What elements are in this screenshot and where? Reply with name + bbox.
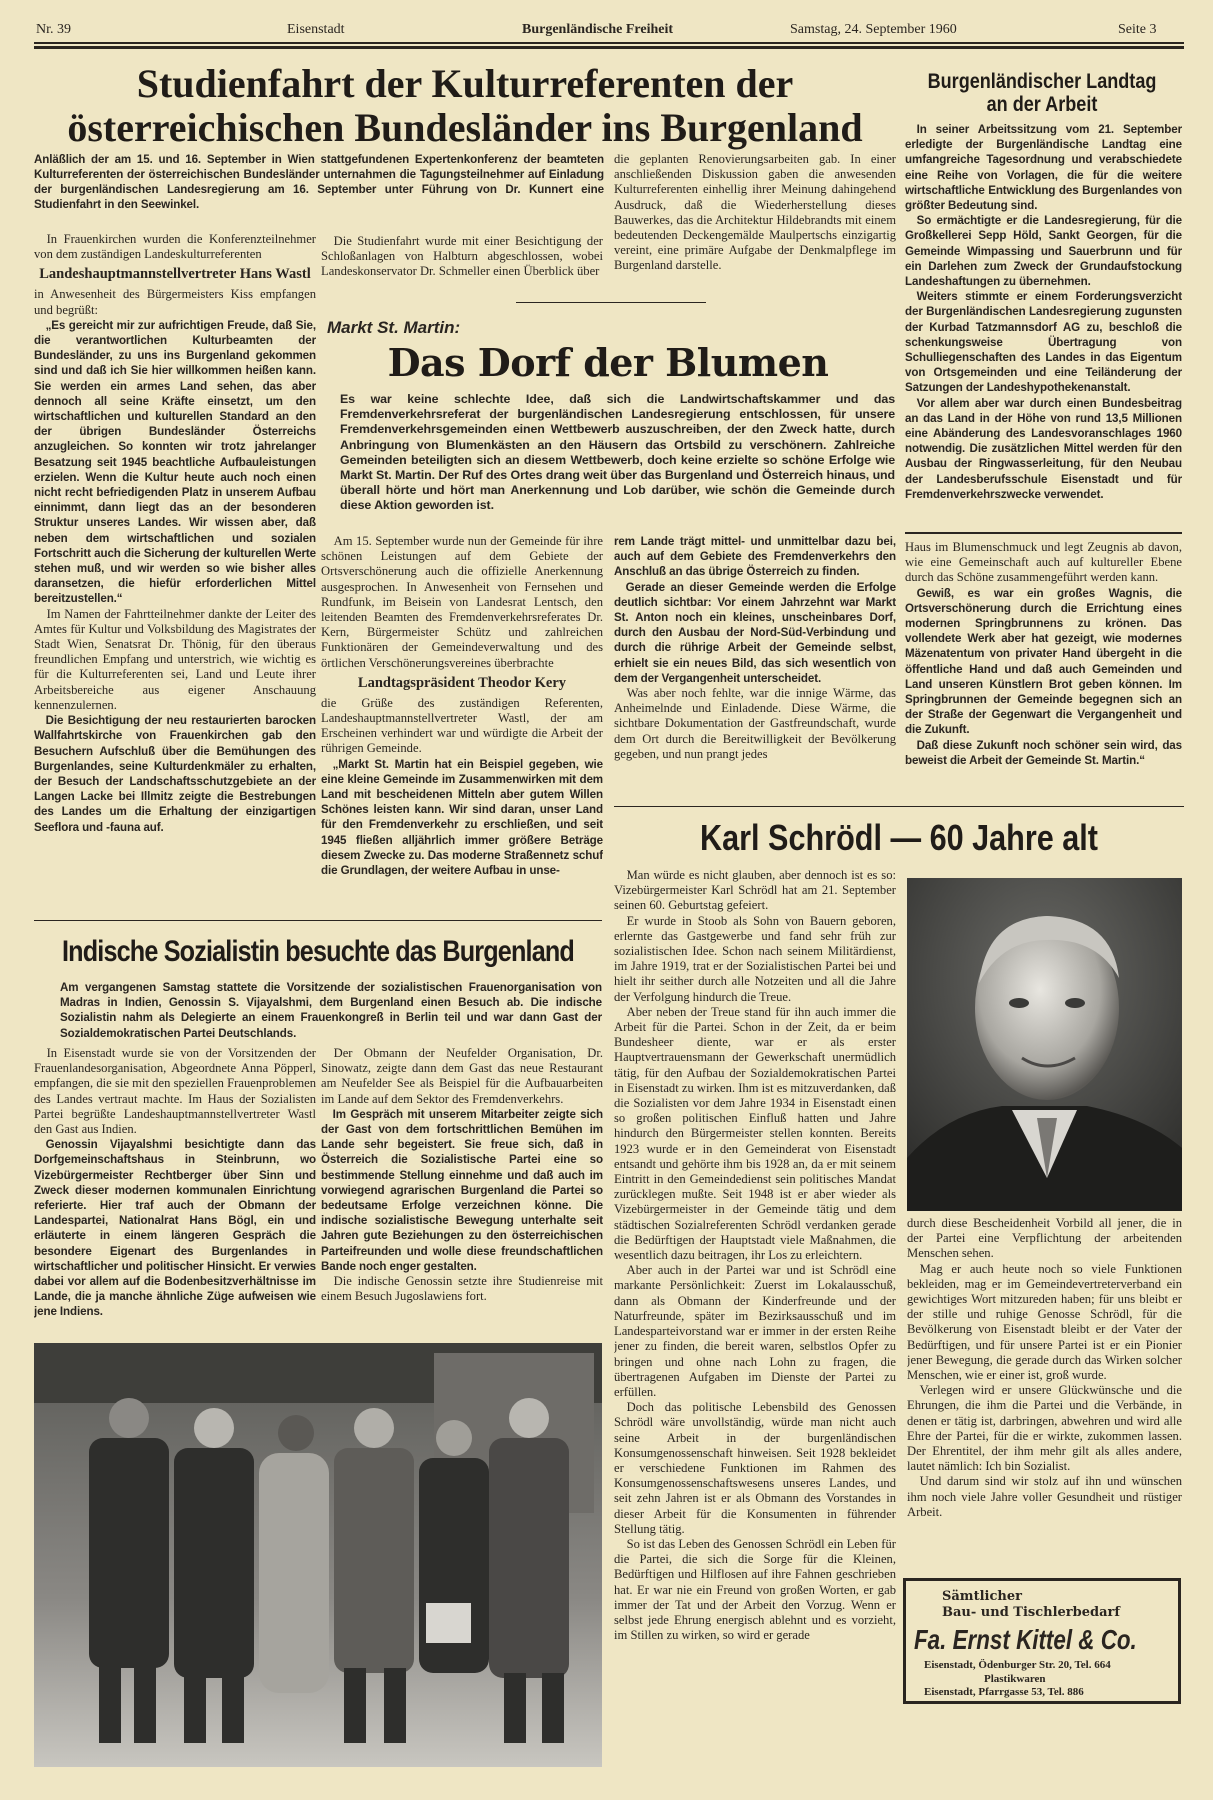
indien-headline-box bbox=[34, 930, 602, 974]
paragraph: Haus im Blumenschmuck und legt Zeugnis ab davon, wie eine Gemeinschaft auch auf kultureller Ebene durch das Schöne zusammengeführt werden kann. bbox=[905, 540, 1182, 585]
paragraph: Verlegen wird er unsere Glückwünsche und die Ehrungen, die ihm die Partei und die Verbände, in denen er tätig ist, darbringen, abwehren und wird alle Ehre der Partei, für die er wirkte, zukommen lassen. Der Ehrentitel, der ihm mehr gilt als alles andere, lautet nämlich: Ich bin Sozialist. bbox=[907, 1383, 1182, 1474]
paragraph: In Frauenkirchen wurden die Konferenzteilnehmer von dem zuständigen Landeskulturreferenten bbox=[34, 232, 316, 262]
group-photo-image bbox=[34, 1343, 602, 1767]
paragraph: Im Gespräch mit unserem Mitarbeiter zeigte sich der Gast von dem fortschrittlichen Bemühen im Lande sehr begeistert. Sie freue sich, daß in Österreich die Sozialistische Partei eine so bestimmende Stellung einnehme und daß auch im vorwiegend agrarischen Burgenland die Partei so bedeutsame Erfolge verzeichnen könne. Die indische sozialistische Bewegung unterhalte seit Jahren gute Beziehungen zu den österreichischen Parteifreunden und wolle diese freundschaftlichen Bande noch enger gestalten. bbox=[321, 1107, 603, 1273]
quote-paragraph: „Es gereicht mir zur aufrichtigen Freude, daß Sie, die verantwortlichen Kulturbeamten der Bundesländer, zu uns ins Burgenland gekommen sind und daß ich Sie hier willkommen heißen kann. Sie werden ein armes Land sehen, das aber dennoch all seine Kräfte einsetzt, um den wirtschaftlichen und kulturellen Standard an den der übrigen Bundesländer Österreichs anzugleichen. So konnten wir trotz jahrelanger Besatzung seit 1945 beachtliche Aufbauleistungen erzielen. Wenn die Kultur heute auch noch einen nicht recht befriedigenden Platz in unserem Aufbau einnimmt, dann liegt das an der besonderen Struktur unseres Landes. Wir wissen aber, daß neben dem wirtschaftlichen und sozialen Fortschritt auch die Sicherung der kulturellen Werte stehen muß, und wir werden so wie bisher alles daransetzen, die hiefür erforderlichen Mittel bereitzustellen.“ bbox=[34, 318, 316, 606]
ad-company-name: Fa. Ernst Kittel & Co. bbox=[914, 1624, 1137, 1655]
paragraph: Was aber noch fehlte, war die innige Wärme, das Anheimelnde und Einladende. Diese Wärme, die sichtbare Dokumentation der Gastfreundschaft, wurde dem Ort durch die Bereitwilligkeit der Bevölkerung gegeben, und nun prangt jedes bbox=[614, 686, 896, 761]
schroedl-portrait-photo bbox=[907, 878, 1182, 1211]
paragraph: So ermächtigte er die Landesregierung, für die Großkellerei Sepp Höld, Sankt Georgen, für die Gemeinde Wimpassing und Sauerbrunn und für ein Darlehen zum Zweck der Grundaufstockung Landeshaftungen zu übernehmen. bbox=[905, 214, 1182, 289]
paragraph: rem Lande trägt mittel- und unmittelbar dazu bei, auch auf dem Gebiete des Fremdenverkehrs den Anschluß an das übrige Österreich zu finden. bbox=[614, 535, 896, 579]
paragraph: Doch das politische Lebensbild des Genossen Schrödl wäre unvollständig, würde man nicht auch seine Arbeit in der burgenländischen Konsumgenossenschaft hinweisen. Seit 1928 bekleidet er verschiedene Funktionen im Rahmen des Konsumgenossenschaftswesens unseres Landes, und seit zehn Jahren ist er als Obmann des Vorstandes in dieser Arbeit für die Konsumenten in führender Stellung tätig. bbox=[614, 1400, 896, 1536]
blumen-column-2 bbox=[321, 534, 603, 914]
paragraph: In seiner Arbeitssitzung vom 21. September erledigte der Burgenländische Landtag eine umfangreiche Tagesordnung und verabschiedete eine Reihe von Vorlagen, die für die weitere wirtschaftliche Entwicklung des Burgenlandes von größter Bedeutung sind. bbox=[905, 123, 1182, 213]
ad-address: Eisenstadt, Pfarrgasse 53, Tel. 886 bbox=[924, 1686, 1084, 1698]
masthead-rule-2 bbox=[34, 46, 1184, 49]
landtag-headline bbox=[900, 70, 1184, 116]
headline-line-1: Studienfahrt der Kulturreferenten der bbox=[136, 61, 794, 106]
issue-date: Samstag, 24. September 1960 bbox=[790, 22, 957, 37]
quote-paragraph: „Markt St. Martin hat ein Beispiel gegeben, wie eine kleine Gemeinde im Zusammenwirken mit dem Land mit bescheidenen Mitteln aber gutem Willen Schönes leisten kann. Wir sind daran, unser Land für den Fremdenverkehr zu erschließen, und seit 1945 fließen alljährlich immer größere Beträge diesem Zwecke zu. Das moderne Straßennetz schuf die Grundlagen, der weitere Aufbau in unse- bbox=[321, 757, 603, 878]
paragraph: Die Besichtigung der neu restaurierten barocken Wallfahrtskirche von Frauenkirchen gab den Besuchern Aufschluß über die Bemühungen des Burgenlandes, seine Kulturdenkmäler zu erhalten, der Besuch der Landschaftsschutzgebiete an der Langen Lacke bei Illmitz zeigte die Bestrebungen des Landes um die Erhaltung der einzigartigen Seeflora und -fauna auf. bbox=[34, 714, 316, 834]
studienfahrt-column-3 bbox=[614, 152, 896, 290]
indien-column-2 bbox=[321, 1046, 603, 1334]
paragraph: Am 15. September wurde nun der Gemeinde für ihre schönen Leistungen auf dem Gebiete der Ortsverschönerung auch die offizielle Anerkennung ausgesprochen. In Anwesenheit von Fernsehen und Rundfunk, im Beisein von Landesrat Lentsch, den leitenden Beamten des Fremdenverkehrsreferates Dr. Kern, Bürgermeister Schütz und zahlreichen Funktionären der Gemeindeverwaltung und des örtlichen Verschönerungsvereines überbrachte bbox=[321, 534, 603, 670]
page-number: Seite 3 bbox=[1118, 22, 1157, 37]
subheading: Landeshauptmannstellvertreter Hans Wastl bbox=[39, 266, 311, 283]
paragraph: durch diese Bescheidenheit Vorbild all jener, die in der Partei eine Verpflichtung der arbeitenden Menschen sehen. bbox=[907, 1216, 1182, 1261]
kittel-advertisement bbox=[903, 1578, 1181, 1704]
indien-intro: Am vergangenen Samstag stattete die Vorsitzende der sozialistischen Frauenorganisation von Madras in Indien, Genossin S. Vijayalshmi, dem Burgenland einen Besuch ab. Die indische Sozialistin nahm als Delegierte an einem Frauenkongreß in Berlin teil und war dann Gast der Sozialdemokratischen Partei Deutschlands. bbox=[60, 981, 602, 1040]
paragraph: Im Namen der Fahrtteilnehmer dankte der Leiter des Amtes für Kultur und Volksbildung des Magistrates der Stadt Wien, Senatsrat Dr. Thönig, für den überaus freundlichen Empfang und unterstrich, wie wichtig es für die Kulturreferenten sei, Land und Leute ihrer Arbeitsbereiche aus eigener Anschauung kennenzulernen. bbox=[34, 606, 316, 712]
schroedl-column bbox=[614, 868, 896, 1712]
paragraph: Vor allem aber war durch einen Bundesbeitrag an das Land in der Höhe von rund 13,5 Millionen eine Abänderung des Landesvoranschlages 1960 notwendig. Die zusätzlichen Mittel werden für den Ausbau der Ringwasserleitung, für den Neubau der Landesberufsschule Eisenstadt und für Fremdenverkehrszwecke verwendet. bbox=[905, 396, 1182, 501]
paragraph: Genossin Vijayalshmi besichtigte dann das Dorfgemeinschaftshaus in Steinbrunn, wo Vizebürgermeister Rechtberger über Sinn und Zweck dieser modernen kommunalen Einrichtung referierte. Hier traf auch der Obmann der Landespartei, Nationalrat Hans Bögl, ein und erläuterte in einem längeren Gespräch die besondere Eigenart des Burgenlandes in wirtschaftlicher und politischer Hinsicht. Er verwies dabei vor allem auf die Bodenbesitzverhältnisse im Lande, die ja manche ähnliche Züge aufweisen wie jene Indiens. bbox=[34, 1138, 316, 1319]
issue-number: Nr. 39 bbox=[36, 22, 71, 37]
place: Eisenstadt bbox=[287, 22, 345, 37]
section-divider bbox=[614, 806, 1184, 807]
portrait-image bbox=[907, 878, 1182, 1211]
headline-line-2: österreichischen Bundesländer ins Burgenland bbox=[67, 105, 863, 150]
section-divider bbox=[516, 302, 706, 303]
paragraph: In Eisenstadt wurde sie von der Vorsitzenden der Frauenlandesorganisation, Abgeordnete Anna Pöpperl, empfangen, die sie mit den speziellen Frauenproblemen des Landes vertraut machte. Im Haus der Sozialisten Partei begrüßte Landeshauptmannstellvertreter Wastl den Gast aus Indien. bbox=[34, 1046, 316, 1137]
ad-address: Eisenstadt, Ödenburger Str. 20, Tel. 664 bbox=[924, 1659, 1111, 1671]
paragraph: Gerade an dieser Gemeinde werden die Erfolge deutlich sichtbar: Vor einem Jahrzehnt war Markt St. Anton noch ein kleines, unscheinbares Dorf, durch den Ausbau der Nord-Süd-Verbindung und durch die rührige Arbeit der Gemeinde selbst, erhielt sie ein neues Bild, das sich wesentlich von dem der Vergangenheit unterscheidet. bbox=[614, 580, 896, 685]
blumen-intro: Es war keine schlechte Idee, daß sich die Landwirtschaftskammer und das Fremdenverkehrsreferat der burgenländischen Landesregierung entschlossen, für unsere Fremdenverkehrsgemeinden einen Wettbewerb auszuschreiben, der den Zweck hatte, durch Anbringung von Blumenkästen an den Häusern das Ortsbild zu verschönern. Zahlreiche Gemeinden beteiligten sich an diesem Wettbewerb, doch keine erzielte so schöne Erfolge wie Markt St. Martin. Der Ruf des Ortes drang weit über das Burgenland und Österreich hinaus, und überall hörte und hört man Anerkennung und Lob darüber, wie schön die Gemeinde durch diese Aktion geworden ist. bbox=[340, 392, 895, 513]
paragraph: Man würde es nicht glauben, aber dennoch ist es so: Vizebürgermeister Karl Schrödl hat am 21. September seinen 60. Geburtstag gefeiert. bbox=[614, 868, 896, 913]
paper-name: Burgenländische Freiheit bbox=[522, 22, 674, 37]
studienfahrt-column-2 bbox=[321, 234, 603, 296]
ad-line: Bau- und Tischlerbedarf bbox=[942, 1605, 1120, 1620]
masthead-rule bbox=[34, 42, 1184, 44]
paragraph: Er wurde in Stoob als Sohn von Bauern geboren, erlernte das Gastgewerbe und fand sehr früh zur sozialistischen Idee. Schon nach seinem Militärdienst, im Jahre 1919, trat er der Sozialistischen Partei bei und hielt ihr seither durch alle Notzeiten und all die Jahre der Verfolgung hindurch die Treue. bbox=[614, 913, 896, 1004]
paragraph: Mag er auch heute noch so viele Funktionen bekleiden, mag er im Gemeindevertreterverband ein gewichtiges Wort mitzureden haben; für uns bleibt er der stille und ruhige Genosse Schrödl, für die Bevölkerung von Eisenstadt bleibt er der Vater der Bedürftigen, und für unsere Partei ist er ein Pionier jener Bewegung, die gerade durch das Wirken solcher Menschen, wie er einer ist, groß wurde. bbox=[907, 1261, 1182, 1383]
blumen-kicker: Markt St. Martin: bbox=[327, 318, 461, 337]
indien-headline: Indische Sozialistin besuchte das Burgenland bbox=[62, 935, 574, 968]
paragraph: Aber auch in der Partei war und ist Schrödl eine markante Persönlichkeit: Zuerst im Lokalausschuß, dann als Obmann der Kinderfreunde und der Naturfreunde, später im Bezirksausschuß und im Landesparteivorstand war er immer in der ersten Reihe jener zu finden, die bereit waren, selbstlos Opfer zu bringen und ohne nach Lohn zu fragen, die übertragenen Aufgaben im Dienste der Partei zu erfüllen. bbox=[614, 1263, 896, 1399]
schroedl-headline-box bbox=[614, 814, 1184, 862]
paragraph: Die Studienfahrt wurde mit einer Besichtigung der Schloßanlagen von Halbturn abgeschlossen, wobei Landeskonservator Dr. Schmeller einen Überblick über bbox=[321, 234, 603, 279]
paragraph: Gewiß, es war ein großes Wagnis, die Ortsverschönerung durch die Errichtung eines modernen Springbrunnens zu krönen. Das vollendete Werk aber hat gezeigt, wie modernes Mäzenatentum von privater Hand übergeht in die öffentliche Hand und daß auch Gemeinden und Land unseren Künstlern Brot geben können. Im Springbrunnen der Gemeinde begegnen sich an der Straße der Gegenwart die Vergangenheit und die Zukunft. bbox=[905, 586, 1182, 737]
blumen-column-3 bbox=[614, 534, 896, 800]
studienfahrt-intro: Anläßlich der am 15. und 16. September in Wien stattgefundenen Expertenkonferenz der beamteten Kulturreferenten der österreichischen Bundesländer unternahmen die Tagungsteilnehmer auf Einladung der burgenländischen Landesregierung am 16. September unter Führung von Dr. Kunnert eine Studienfahrt in den Seewinkel. bbox=[34, 153, 604, 211]
headline-line-1: Burgenländischer Landtag bbox=[927, 70, 1157, 93]
ad-category: Plastikwaren bbox=[984, 1673, 1046, 1685]
paragraph: Aber neben der Treue stand für ihn auch immer die Arbeit für die Partei. Schon in der Zeit, da er beim Bundesheer diente, war er als erster Hauptvertrauensmann der Gewerkschaft unermüdlich tätig, für den Aufbau der Sozialdemokratischen Partei in Eisenstadt zu wirken. Ihm ist es mitzuverdanken, daß die Sozialisten vor dem Jahre 1934 in Eisenstadt einen so großen politischen Einfluß hatten und Jahre hindurch den Bürgermeister stellen konnten. Bereits 1923 wurde er in den Gemeinderat von Eisenstadt entsandt und gehörte ihm bis 1928 an, da er mit seinem Eintritt in den Gemeindedienst sein politisches Mandat zurücklegen mußte. Seit 1948 ist er aber wieder als Vizebürgermeister in der Gemeinde tätig und dem städtischen Sozialreferenten Schrödl verdanken gerade die Bedürftigen der Hauptstadt viele Maßnahmen, die wesentlich dazu beitragen, ihr Los zu erleichtern. bbox=[614, 1004, 896, 1263]
paragraph: Und darum sind wir stolz auf ihn und wünschen ihm noch viele Jahre voller Gesundheit und rüstiger Arbeit. bbox=[907, 1474, 1182, 1519]
schroedl-headline: Karl Schrödl — 60 Jahre alt bbox=[700, 817, 1098, 858]
paragraph: Daß diese Zukunft noch schöner sein wird, das beweist die Arbeit der Gemeinde St. Martin.“ bbox=[905, 738, 1182, 767]
subheading: Landtagspräsident Theodor Kery bbox=[357, 674, 567, 691]
indien-column-1 bbox=[34, 1046, 316, 1334]
studienfahrt-headline bbox=[34, 62, 896, 150]
group-photo bbox=[34, 1343, 602, 1767]
section-divider bbox=[905, 532, 1182, 534]
studienfahrt-column-1 bbox=[34, 232, 316, 914]
blumen-headline: Das Dorf der Blumen bbox=[387, 340, 829, 385]
landtag-column bbox=[905, 122, 1182, 528]
schroedl-column-right bbox=[907, 1216, 1182, 1572]
paragraph: Der Obmann der Neufelder Organisation, Dr. Sinowatz, zeigte dann dem Gast das neue Restaurant am Neufelder See als Beispiel für die Aufbauarbeiten im Lande auf dem Sektor des Fremdenverkehrs. bbox=[321, 1046, 603, 1106]
paragraph: in Anwesenheit des Bürgermeisters Kiss empfangen und begrüßt: bbox=[34, 287, 316, 317]
headline-line-2: an der Arbeit bbox=[986, 93, 1098, 116]
paragraph: die Grüße des zuständigen Referenten, Landeshauptmannstellvertreter Wastl, der am Erscheinen verhindert war und würdigte die Arbeit der rührigen Gemeinde. bbox=[321, 695, 603, 756]
blumen-column-4 bbox=[905, 540, 1182, 798]
paragraph: Die indische Genossin setzte ihre Studienreise mit einem Besuch Jugoslawiens fort. bbox=[321, 1274, 603, 1304]
paragraph: Weiters stimmte er einem Forderungsverzicht der Burgenländischen Landesregierung zugunsten der Kurbad Tatzmannsdorf AG zu, beschloß die schenkungsweise Übertragung von Schulliegenschaften des Landes in das Eigentum von Ortsgemeinden und eine Teiländerung der Satzungen der Landeshypothekenanstalt. bbox=[905, 290, 1182, 395]
paragraph: So ist das Leben des Genossen Schrödl ein Leben für die Partei, die sich die Sorge für die Kleinen, Bedürftigen und Hilflosen auf ihre Fahnen geschrieben hat. Er war nie ein Freund von großen Worten, er gab immer der Tat und der Arbeit den Vorzug. Wenn er selbst jede Ehrung energisch ablehnt und es vorzieht, im Stillen zu wirken, so wird er gerade bbox=[614, 1536, 896, 1643]
section-divider bbox=[34, 920, 602, 921]
ad-line: Sämtlicher bbox=[942, 1589, 1022, 1604]
paragraph: die geplanten Renovierungsarbeiten gab. In einer anschließenden Diskussion gaben die anwesenden Kulturreferenten einhellig ihrer Meinung dahingehend Ausdruck, daß die Wiederherstellung dieses Bauwerkes, das die Architektur Hildebrandts mit einem bedeutenden Deckengemälde Maulpertschs einzigartig vereint, eine primäre Aufgabe der Denkmalpflege im Burgenland darstelle. bbox=[614, 152, 896, 273]
